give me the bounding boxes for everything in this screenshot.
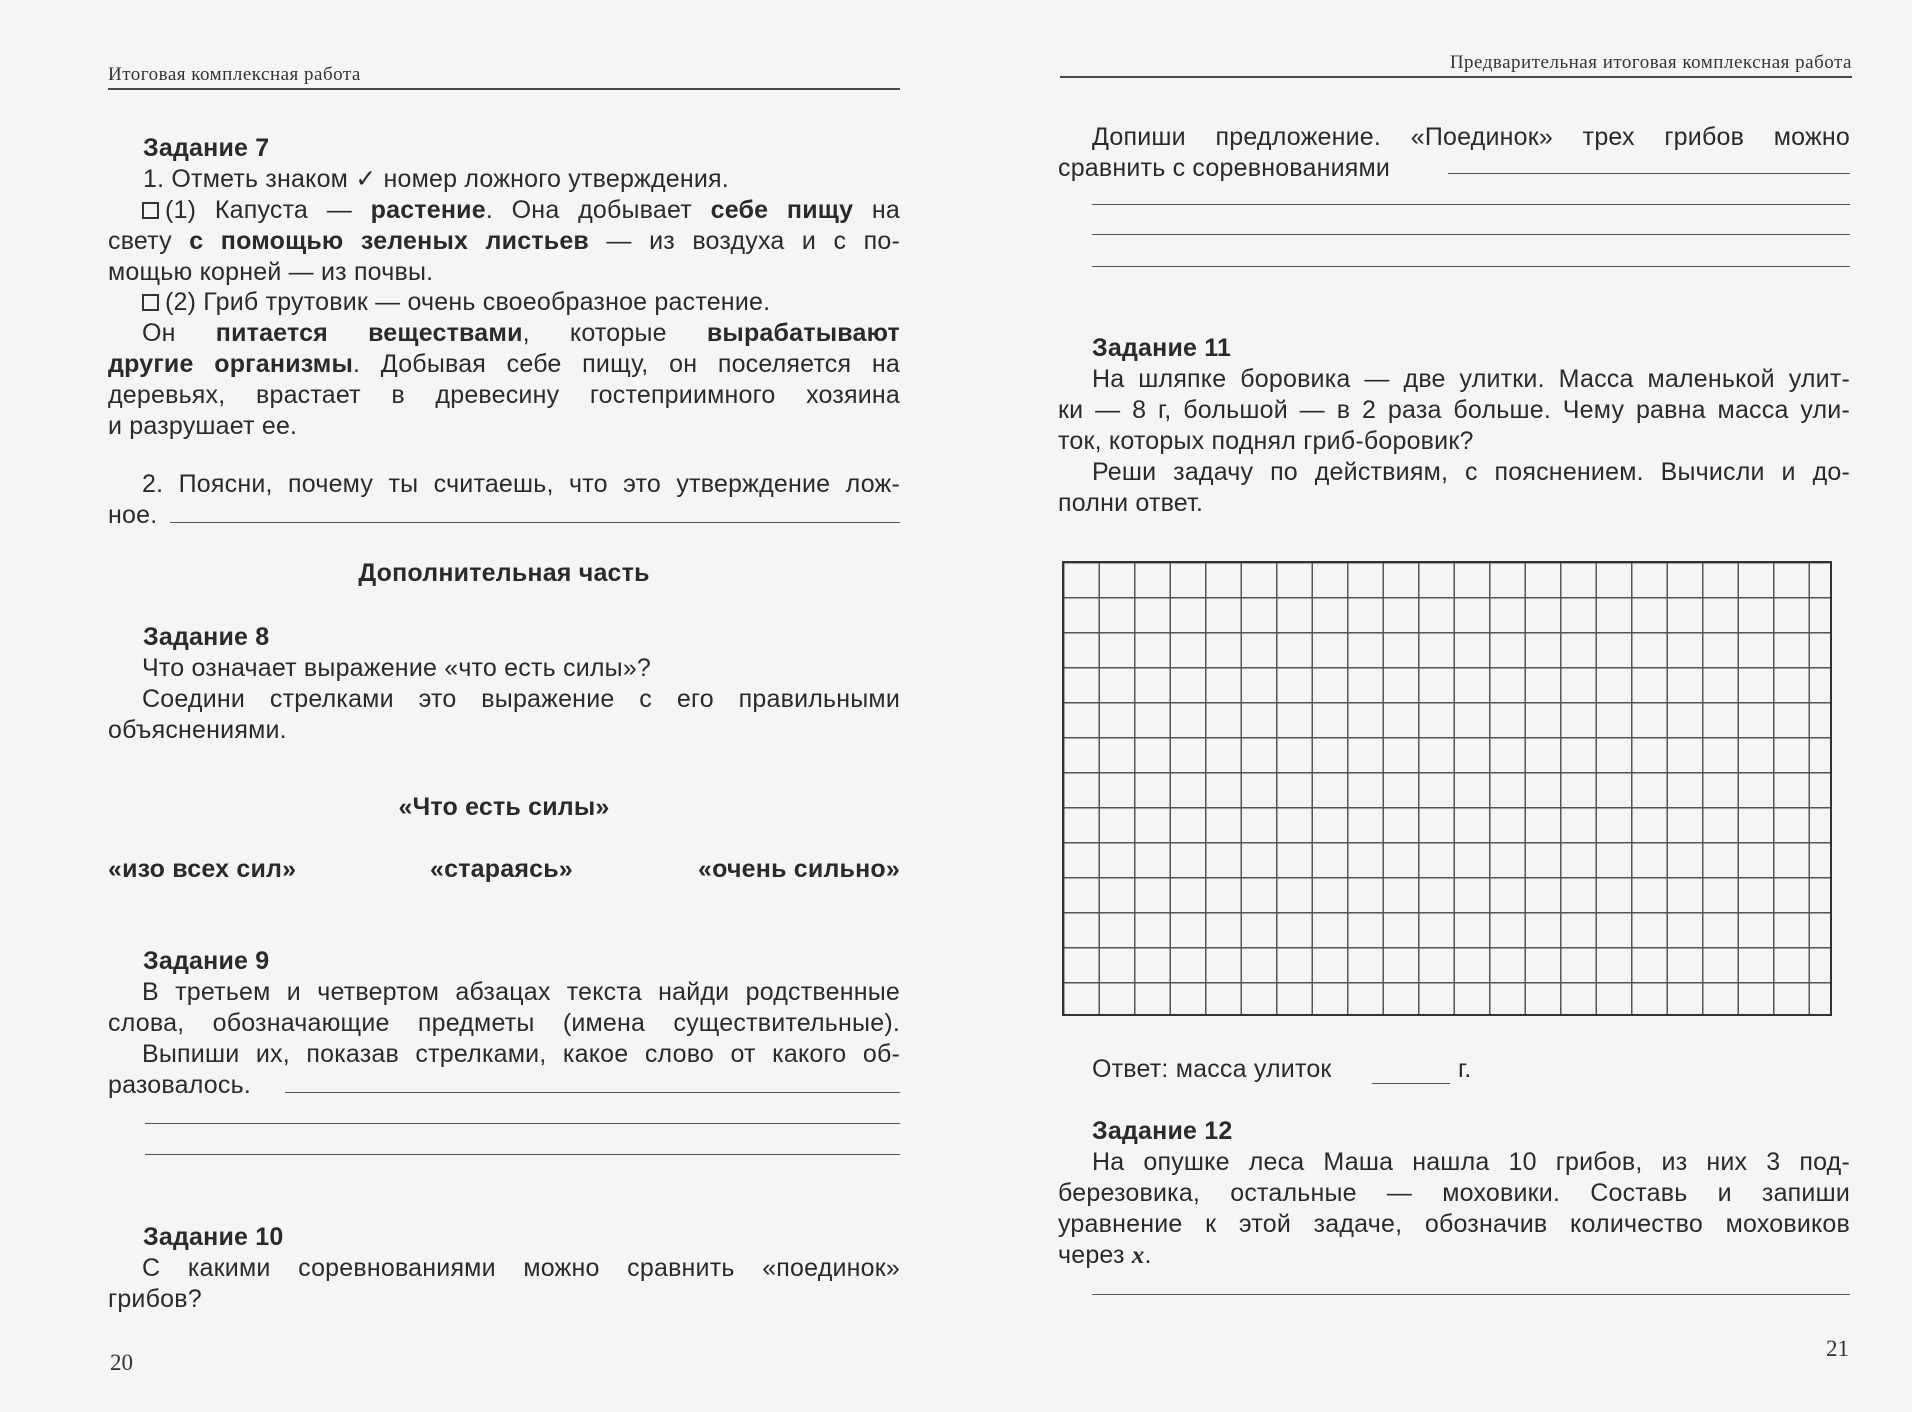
- answer-line-task9-2[interactable]: [145, 1123, 900, 1124]
- answer-line-cont-3[interactable]: [1092, 234, 1850, 235]
- page-number-right: 21: [1826, 1336, 1849, 1361]
- task9-title: Задание 9: [143, 947, 270, 975]
- task8-text: Что означает выражение «что есть силы»? Соедини стрелками это выражение с его правильными объяснениями.: [108, 654, 900, 744]
- section-heading-extra: Дополнительная часть: [358, 559, 650, 587]
- answer-line-cont-4[interactable]: [1092, 266, 1850, 267]
- answer-line-task12[interactable]: [1092, 1294, 1850, 1295]
- checkbox-option2[interactable]: [142, 294, 159, 311]
- running-head-rule-right: [1060, 76, 1852, 78]
- task8-title: Задание 8: [143, 623, 270, 651]
- task8-option-b[interactable]: «стараясь»: [430, 855, 573, 883]
- running-head-left: Итоговая комплексная работа: [108, 64, 361, 85]
- answer-line-task9-1[interactable]: [285, 1092, 900, 1093]
- task10-continuation: Допиши предложение. «Поединок» трех грибов можно сравнить с соревнованиями: [1058, 123, 1850, 182]
- task10-text: С какими соревнованиями можно сравнить «поединок» грибов?: [108, 1254, 900, 1313]
- task8-option-a[interactable]: «изо всех сил»: [108, 855, 297, 883]
- task10-title: Задание 10: [143, 1223, 284, 1251]
- task7-title: Задание 7: [143, 134, 270, 162]
- page-number-left: 20: [110, 1350, 133, 1375]
- answer-line-cont-1[interactable]: [1448, 173, 1850, 174]
- task11-text: На шляпке боровика — две улитки. Масса маленькой улит- ки — 8 г, большой — в 2 раза больше. Чему равна масса ули- ток, которых поднял гриб-боровик? Реши задачу по действиям, с пояснением. Вычисли и до- полни ответ.: [1058, 365, 1850, 517]
- answer-blank-mass[interactable]: [1372, 1083, 1450, 1084]
- task11-title: Задание 11: [1092, 334, 1232, 362]
- task9-text: В третьем и четвертом абзацах текста найди родственные слова, обозначающие предметы (имена существительные). Выпиши их, показав стрелками, какое слово от какого об- разовалось.: [108, 978, 900, 1099]
- task7-q1: 1. Отметь знаком ✓ номер ложного утверждения.: [143, 165, 729, 193]
- running-head-right: Предварительная итоговая комплексная работа: [1449, 52, 1852, 73]
- task7-option1: (1) Капуста — растение. Она добывает себе пищу на свету с помощью зеленых листьев — из воздуха и с по- мощью корней — из почвы.: [108, 196, 901, 286]
- task12-text: На опушке леса Маша нашла 10 грибов, из них 3 под- березовика, остальные — моховики. Составь и запиши уравнение к этой задаче, обозначив количество моховиков через x.: [1058, 1148, 1850, 1269]
- running-head-rule: [108, 88, 900, 90]
- answer-line-task9-3[interactable]: [145, 1154, 900, 1155]
- answer-line-task7[interactable]: [170, 522, 900, 523]
- checkbox-option1[interactable]: [142, 202, 159, 219]
- answer-line-cont-2[interactable]: [1092, 204, 1850, 205]
- task8-phrase: «Что есть силы»: [398, 793, 610, 821]
- task11-answer-unit: г.: [1458, 1055, 1472, 1083]
- task7-option2: (2) Гриб трутовик — очень своеобразное растение. Он питается веществами, которые вырабатывают другие организмы. Добывая себе пищу, он поселяется на деревьях, врастает в древесину гостеприимного хозяина и разрушает ее.: [108, 288, 900, 440]
- task7-q2: 2. Поясни, почему ты считаешь, что это утверждение лож- ное.: [108, 470, 900, 529]
- task8-option-c[interactable]: «очень сильно»: [698, 855, 900, 883]
- squared-work-grid[interactable]: [1062, 561, 1832, 1016]
- task12-title: Задание 12: [1092, 1117, 1233, 1145]
- task11-answer-label: Ответ: масса улиток: [1092, 1055, 1332, 1083]
